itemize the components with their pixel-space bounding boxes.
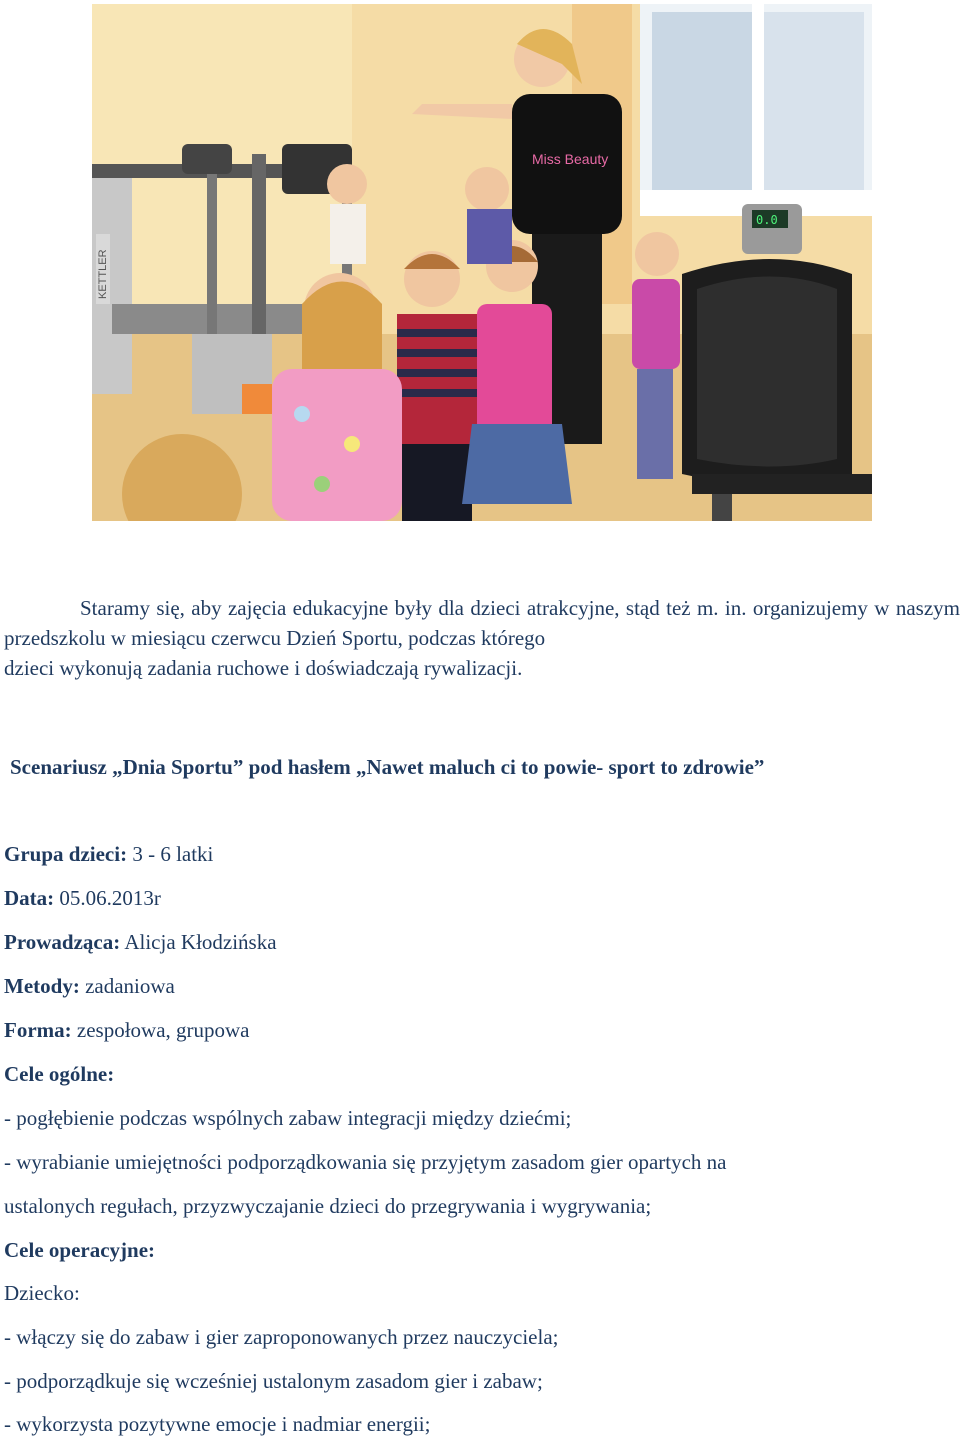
- child-label: Dziecko:: [4, 1281, 80, 1305]
- general-goal-item: - wyrabianie umiejętności podporządkowania się przyjętym zasadom gier opartych na: [4, 1150, 727, 1174]
- date-label: Data:: [4, 886, 55, 910]
- group-value: 3 - 6 latki: [127, 842, 214, 866]
- general-goals-heading: Cele ogólne:: [4, 1062, 115, 1086]
- leader-label: Prowadząca:: [4, 930, 121, 954]
- leader-value: Alicja Kłodzińska: [120, 930, 277, 954]
- group-label: Grupa dzieci:: [4, 842, 128, 866]
- operational-goal-item: - wykorzysta pozytywne emocje i nadmiar energii;: [4, 1412, 431, 1436]
- form-row: [4, 1018, 250, 1043]
- methods-label: Metody:: [4, 974, 80, 998]
- shirt-print: Miss Beauty: [532, 151, 609, 167]
- bike-display-readout: 0.0: [756, 213, 778, 227]
- intro-text-line2: dzieci wykonują zadania ruchowe i doświadczają rywalizacji.: [4, 656, 523, 680]
- general-goal-item: - pogłębienie podczas wspólnych zabaw integracji między dziećmi;: [4, 1106, 572, 1130]
- photo-children-gym: [92, 4, 872, 521]
- scenario-title: Scenariusz „Dnia Sportu” pod hasłem „Nawet maluch ci to powie- sport to zdrowie”: [10, 755, 765, 779]
- form-label: Forma:: [4, 1018, 72, 1042]
- date-row: [4, 886, 161, 911]
- operational-goal-item: - włączy się do zabaw i gier zaproponowanych przez nauczyciela;: [4, 1325, 559, 1349]
- date-value: 05.06.2013r: [54, 886, 161, 910]
- methods-value: zadaniowa: [79, 974, 175, 998]
- operational-goals-heading: Cele operacyjne:: [4, 1238, 156, 1262]
- form-value: zespołowa, grupowa: [71, 1018, 250, 1042]
- group-row: [4, 842, 213, 867]
- general-goal-item-continued: ustalonych regułach, przyzwyczajanie dzieci do przegrywania i wygrywania;: [4, 1194, 652, 1218]
- equipment-brand: KETTLER: [97, 249, 109, 299]
- intro-paragraph: [4, 593, 960, 653]
- leader-row: [4, 930, 277, 955]
- operational-goal-item: - podporządkuje się wcześniej ustalonym zasadom gier i zabaw;: [4, 1369, 543, 1393]
- methods-row: [4, 974, 175, 999]
- intro-text-line1: Staramy się, aby zajęcia edukacyjne były dla dzieci atrakcyjne, stąd też m. in. organizujemy w naszym przedszkolu w miesiącu czerwcu Dzień Sportu, podczas którego: [4, 596, 960, 650]
- photo-illustration: [92, 4, 872, 521]
